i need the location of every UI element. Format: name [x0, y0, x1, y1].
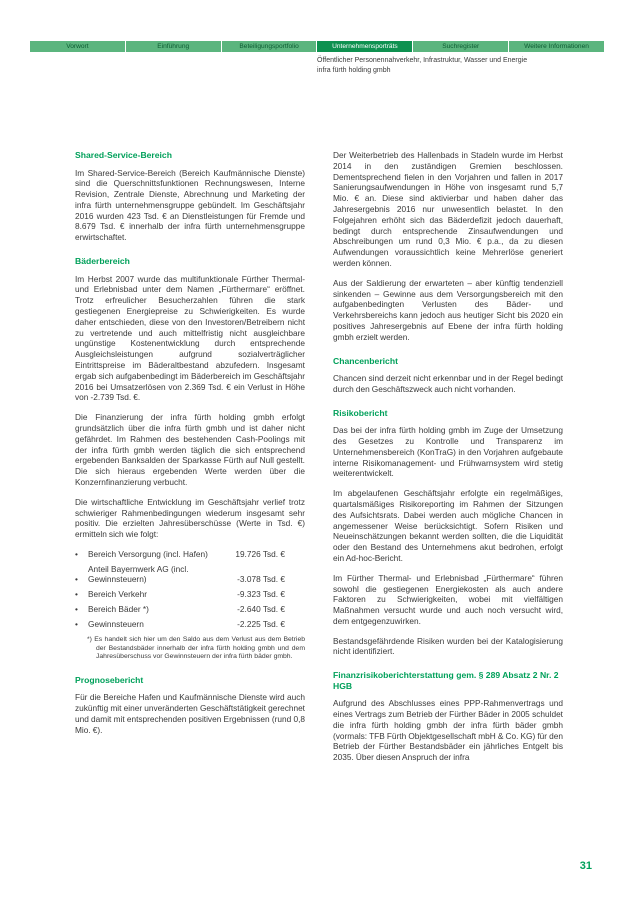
paragraph-prognosebericht: Für die Bereiche Hafen und Kaufmännische Dienste wird auch zukünftig mit einer unveränderten Geschäftstätigkeit gerechnet und damit mit entsprechenden positiven Ergebnissen (rund 0,8 Mio. €).	[75, 692, 305, 735]
list-item-label: Anteil Bayernwerk AG (incl. Gewinnsteuern)	[88, 563, 189, 585]
paragraph-baederbereich-1: Im Herbst 2007 wurde das multifunktionale Fürther Thermal- und Erlebnisbad unter dem Namen „Fürthermare“ eröffnet. Trotz erfreulicher Besucherzahlen führen die stark gestiegenen Energiepreise zu Schwierigkeiten. Es wurde daher entschieden, diese von den Investoren/Betreibern nicht zu vertretende und auch mittelfristig nicht ausgleichbare ungünstige Kostenentwicklung durch entsprechende Ausgleichsleistungen aufgrund sozialverträglicher Eintrittspreise im Bäderaltbestand abzufedern. Insgesamt ergab sich aufgabenbedingt im Bäderbereich im Geschäftsjahr 2016 bei Umsatzerlösen von 2.369 Tsd. € ein Verlust in Höhe von -2.739 Tsd. €.	[75, 273, 305, 403]
header-company: infra fürth holding gmbh	[317, 66, 391, 74]
paragraph-shared-service: Im Shared-Service-Bereich (Bereich Kaufmännische Dienste) sind die Querschnittsfunktionen Rechnungswesen, Interne Revision, Zentrale Dienste, Abrechnung und Marketing der infra fürth unternehmensgruppe gebündelt. Im Geschäftsjahr 2016 wurden 423 Tsd. € an Dienstleistungen für Fremde und 8.679 Tsd. € innerhalb der infra fürth unternehmensgruppe erwirtschaftet.	[75, 167, 305, 243]
paragraph-hallenbad: Der Weiterbetrieb des Hallenbads in Stadeln wurde im Herbst 2014 in den zuständigen Gremien beschlossen. Dementsprechend fielen in den Vorjahren und fallen in 2017 Sanierungsaufwendungen in Höhe von insgesamt rund 5,7 Mio. € an. Diese sind aktivierbar und haben daher das Jahresergebnis 2016 nur unwesentlich belastet. In den Folgejahren erhöht sich das Bäderdefizit jedoch dauerhaft, bedingt durch entsprechende Zinsaufwendungen und Abschreibungen um rund 0,3 Mio. € p.a., da zu diesen Aufwendungen voraussichtlich keine Mehrerlöse generiert werden können.	[333, 150, 563, 268]
paragraph-risikobericht-4: Bestandsgefährdende Risiken wurden bei der Katalogisierung nicht identifiziert.	[333, 635, 563, 657]
list-item-value: -9.323 Tsd. €	[237, 589, 285, 600]
bullet-marker: •	[75, 548, 78, 559]
list-item-value: -3.078 Tsd. €	[237, 574, 285, 585]
heading-prognosebericht: Prognosebericht	[75, 674, 144, 685]
bullet-marker: •	[75, 574, 78, 585]
list-item-value: -2.640 Tsd. €	[237, 604, 285, 615]
jahresueberschuss-list	[75, 549, 305, 630]
list-item-value: 19.726 Tsd. €	[235, 548, 285, 559]
heading-chancenbericht: Chancenbericht	[333, 355, 398, 366]
page-number: 31	[579, 860, 592, 872]
heading-risikobericht: Risikobericht	[333, 407, 388, 418]
paragraph-risikobericht-1: Das bei der infra fürth holding gmbh im Zuge der Umsetzung des Gesetzes zu Kontrolle und Transparenz im Unternehmensbereich (KonTraG) in den Vorjahren aufgebaute interne Risikomanagement- und Frühwarnsystem wird stetig weiterentwickelt.	[333, 425, 563, 479]
header-category: Öffentlicher Personennahverkehr, Infrastruktur, Wasser und Energie	[317, 57, 528, 64]
list-item-label: Bereich Versorgung (incl. Hafen)	[88, 548, 208, 559]
list-item	[75, 589, 285, 600]
heading-shared-service-bereich: Shared-Service-Bereich	[75, 150, 172, 160]
list-item	[75, 549, 285, 560]
top-navigation	[30, 41, 604, 52]
bullet-marker: •	[75, 619, 78, 630]
list-item-label: Bereich Verkehr	[88, 589, 148, 600]
paragraph-finanzrisiko: Aufgrund des Abschlusses eines PPP-Rahmenvertrags und eines Vertrags zum Betrieb der Fürther Bäder in 2005 schuldet die infra fürth holding gmbh der infra fürth bäder gmbh (vormals: TFB Fürth Objektgesellschaft mbH & Co. KG) für den Betrieb der Fürther Bestandsbäder ein jährliches Entgelt bis 2035. Über diesen Anspruch der infra	[333, 698, 563, 763]
bullet-marker: •	[75, 604, 78, 615]
column-left	[75, 150, 305, 744]
list-item-label: Gewinnsteuern	[88, 619, 144, 630]
list-item-label: Bereich Bäder *)	[88, 604, 149, 615]
nav-tab-suchregister[interactable]: Suchregister	[413, 41, 509, 52]
paragraph-baederbereich-2: Die Finanzierung der infra fürth holding gmbh erfolgt grundsätzlich über die infra fürth gmbh und ist daher nicht gefährdet. Im Rahmen des bestehenden Cash-Poolings mit der infra fürth gmbh werden täglich die sich entsprechend ergebenden Banksalden der Sparkasse Fürth auf Null gestellt. Die sich hieraus ergebenden Werte werden über die Konzernfinanzierung verbucht.	[75, 412, 305, 487]
column-right	[333, 150, 563, 772]
heading-baederbereich: Bäderbereich	[75, 256, 130, 267]
footnote: *) Es handelt sich hier um den Saldo aus dem Verlust aus dem Betrieb der Bestandsbäder innerhalb der infra fürth holding gmbh und dem Jahresüberschuss vor Gewinnsteuern der infra fürth bäder gmbh.	[87, 635, 305, 661]
bullet-marker: •	[75, 589, 78, 600]
nav-tab-einfuehrung[interactable]: Einführung	[126, 41, 222, 52]
nav-tab-beteiligungsportfolio[interactable]: Beteiligungsportfolio	[222, 41, 318, 52]
paragraph-baederbereich-3: Die wirtschaftliche Entwicklung im Geschäftsjahr verlief trotz schwieriger Rahmenbedingungen wiederum insgesamt sehr positiv. Die erzielten Jahresüberschüsse (Werte in Tsd. €) ermitteln sich wie folgt:	[75, 496, 305, 540]
page-header	[317, 56, 527, 75]
nav-tab-vorwort[interactable]: Vorwort	[30, 41, 126, 52]
paragraph-risikobericht-2: Im abgelaufenen Geschäftsjahr erfolgte ein regelmäßiges, quartalsmäßiges Risikoreporting im Rahmen der Sitzungen des Aufsichtsrats. Dabei werden auch mögliche Chancen in angemessener Weise berücksichtigt. Sofern Risiken und Neueinschätzungen bekannt werden sollten, die die Liquidität oder den Bestand des Unternehmens akut bedrohen, erfolgt ein Ad-hoc-Bericht.	[333, 488, 563, 563]
heading-finanzrisikoberichterstattung: Finanzrisikoberichterstattung gem. § 289 Absatz 2 Nr. 2 HGB	[333, 670, 559, 691]
list-item-value: -2.225 Tsd. €	[237, 619, 285, 630]
list-item	[75, 604, 285, 615]
list-item	[75, 564, 285, 585]
paragraph-saldierung: Aus der Saldierung der erwarteten – aber künftig tendenziell sinkenden – Gewinne aus dem Versorgungsbereich mit den aufgabenbedingten Verlusten des Bäder- und Verkehrsbereichs kann jedoch aus heutiger Sicht bis 2020 ein positives Jahresergebnis auf Ebene der infra fürth holding gmbh erzielt werden.	[333, 277, 563, 342]
nav-tab-weitere-informationen[interactable]: Weitere Informationen	[509, 41, 604, 52]
paragraph-risikobericht-3: Im Fürther Thermal- und Erlebnisbad „Fürthermare“ führen sowohl die gestiegenen Energiekosten als auch andere Faktoren zu Schwierigkeiten, wobei mit vielfältigen Maßnahmen versucht wurde und auch noch versucht wird, dem entgegenzuwirken.	[333, 572, 563, 626]
nav-tab-unternehmensportraets[interactable]: Unternehmensporträts	[317, 41, 413, 52]
paragraph-chancenbericht: Chancen sind derzeit nicht erkennbar und in der Regel bedingt durch den Geschäftszweck auch nicht vorhanden.	[333, 373, 563, 394]
list-item	[75, 619, 285, 630]
